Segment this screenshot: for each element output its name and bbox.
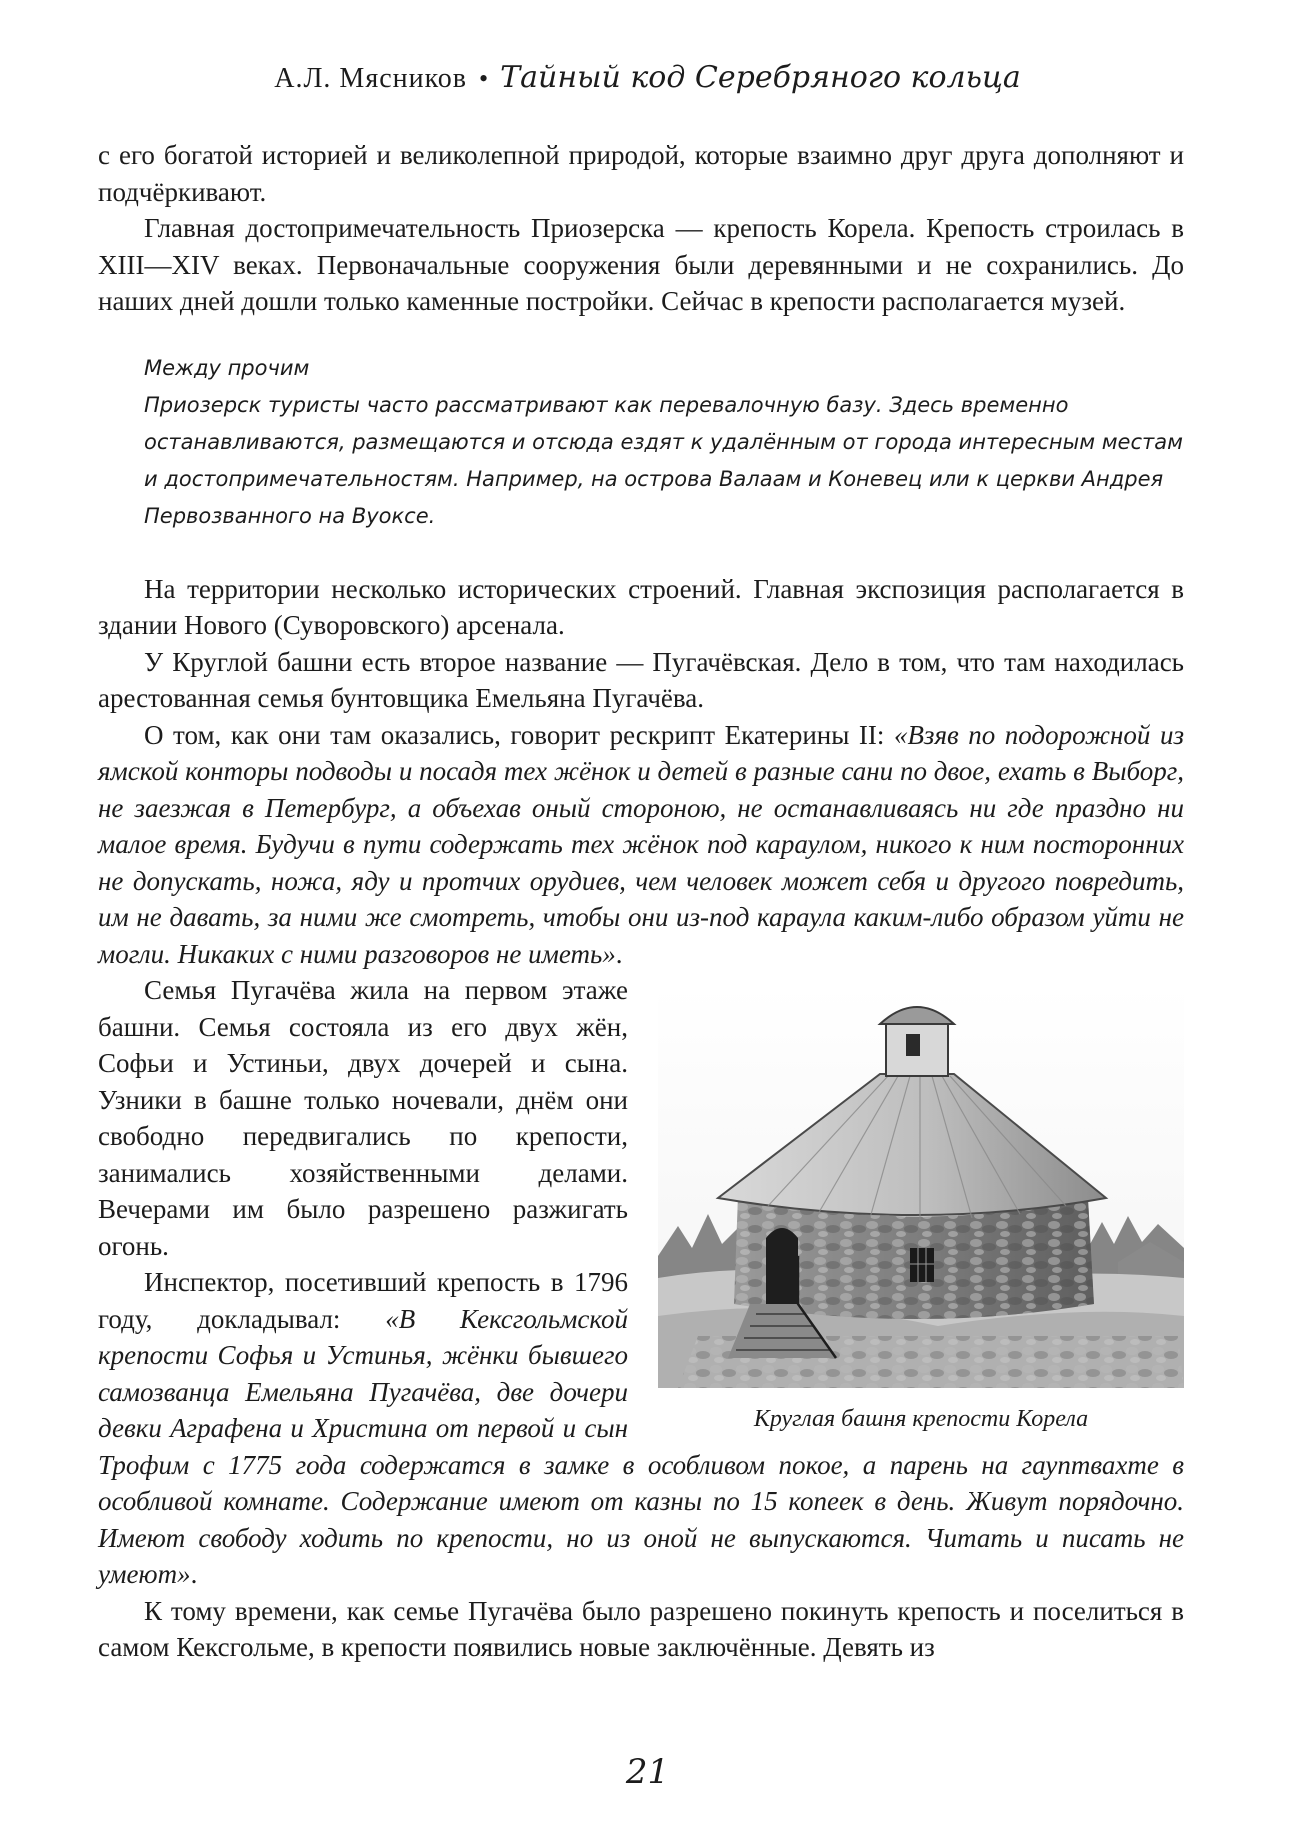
paragraph-4: У Круглой башни есть второе название — Пугачёвская. Дело в том, что там находилась арестованная семья бунтовщика Емельяна Пугачёва. (98, 646, 1184, 713)
running-header (0, 60, 1295, 95)
paragraph-5-end: . (615, 938, 623, 969)
main-text (98, 137, 1184, 1666)
paragraph-1: с его богатой историей и великолепной природой, которые взаимно друг друга дополняют и подчёркивают. (98, 140, 1184, 207)
header-author: А.Л. Мясников (274, 63, 468, 94)
note-heading: Между прочим (144, 355, 310, 380)
page-number: 21 (625, 1752, 670, 1792)
tower-figure (658, 986, 1184, 1436)
rescript-quote: «Взяв по подорожной из ямской конторы подводы и посадя тех жёнок и детей в разные сани по двое, ехать в Выборг, не заезжая в Петербург, а объехав оный стороною, не останавливаясь ни где праздно ни малое время. Будучи в пути содержать тех жёнок под караулом, никого к ним посторонних не допускать, ножа, яду и протчих орудиев, чем человек может себя и другого повредить, им не давать, за ними же смотреть, чтобы они из-под караула каким-либо образом уйти не могли. Никаких с ними разговоров не иметь» (98, 719, 1184, 969)
header-book-title: Тайный код Серебряного кольца (500, 60, 1021, 95)
paragraph-8: К тому времени, как семье Пугачёва было разрешено покинуть крепость и поселиться в самом Кексгольме, в крепости появились новые заключённые. Девять из (98, 1595, 1184, 1662)
paragraph-5-intro: О том, как они там оказались, говорит рескрипт Екатерины II: (144, 719, 894, 750)
header-separator: • (479, 64, 489, 93)
paragraph-7-intro: Инспектор, посетивший крепость в 1796 году, докладывал: (98, 1267, 628, 1334)
paragraph-3: На территории несколько исторических строений. Главная экспозиция располагается в здании Нового (Суворовского) арсенала. (98, 573, 1184, 640)
paragraph-2: Главная достопримечательность Приозерска — крепость Корела. Крепость строилась в XIII—XIV веках. Первоначальные сооружения были деревянными и не сохранились. До наших дней дошли только каменные постройки. Сейчас в крепости располагается музей. (98, 213, 1184, 316)
figure-caption: Круглая башня крепости Корела (753, 1406, 1089, 1432)
inspector-quote: «В Кексгольмской крепости Софья и Устинья, жёнки бывшего самозванца Емельяна Пугачёва, две дочери девки Аграфена и Христина от первой и сын Трофим с 1775 года содержатся в замке в особливом покое, а парень на гауптвахте в особливой комнате. Содержание имеют от казны по 15 копеек в день. Живут порядочно. Имеют свободу ходить по крепости, но из оной не выпускаются. Читать и писать не умеют» (98, 1303, 1184, 1589)
paragraph-5 (98, 717, 1184, 973)
round-tower-photo (658, 986, 1184, 1388)
paragraph-6: Семья Пугачёва жила на первом этаже башни. Семья состояла из его двух жён, Софьи и Устиньи, двух дочерей и сына. Узники в башне только ночевали, днём они свободно передвигались по крепости, занимались хозяйственными делами. Вечерами им было разрешено разжигать огонь. (98, 975, 628, 1261)
paragraph-7-end: . (190, 1559, 198, 1589)
note-text: Приозерск туристы часто рассматривают как перевалочную базу. Здесь временно останавливаются, размещаются и отсюда ездят к удалённым от города интересным местам и достопримечательностям. Например, на острова Валаам и Коневец или к церкви Андрея Первозванного на Вуоксе. (144, 392, 1183, 528)
sidebar-note (144, 350, 1184, 535)
